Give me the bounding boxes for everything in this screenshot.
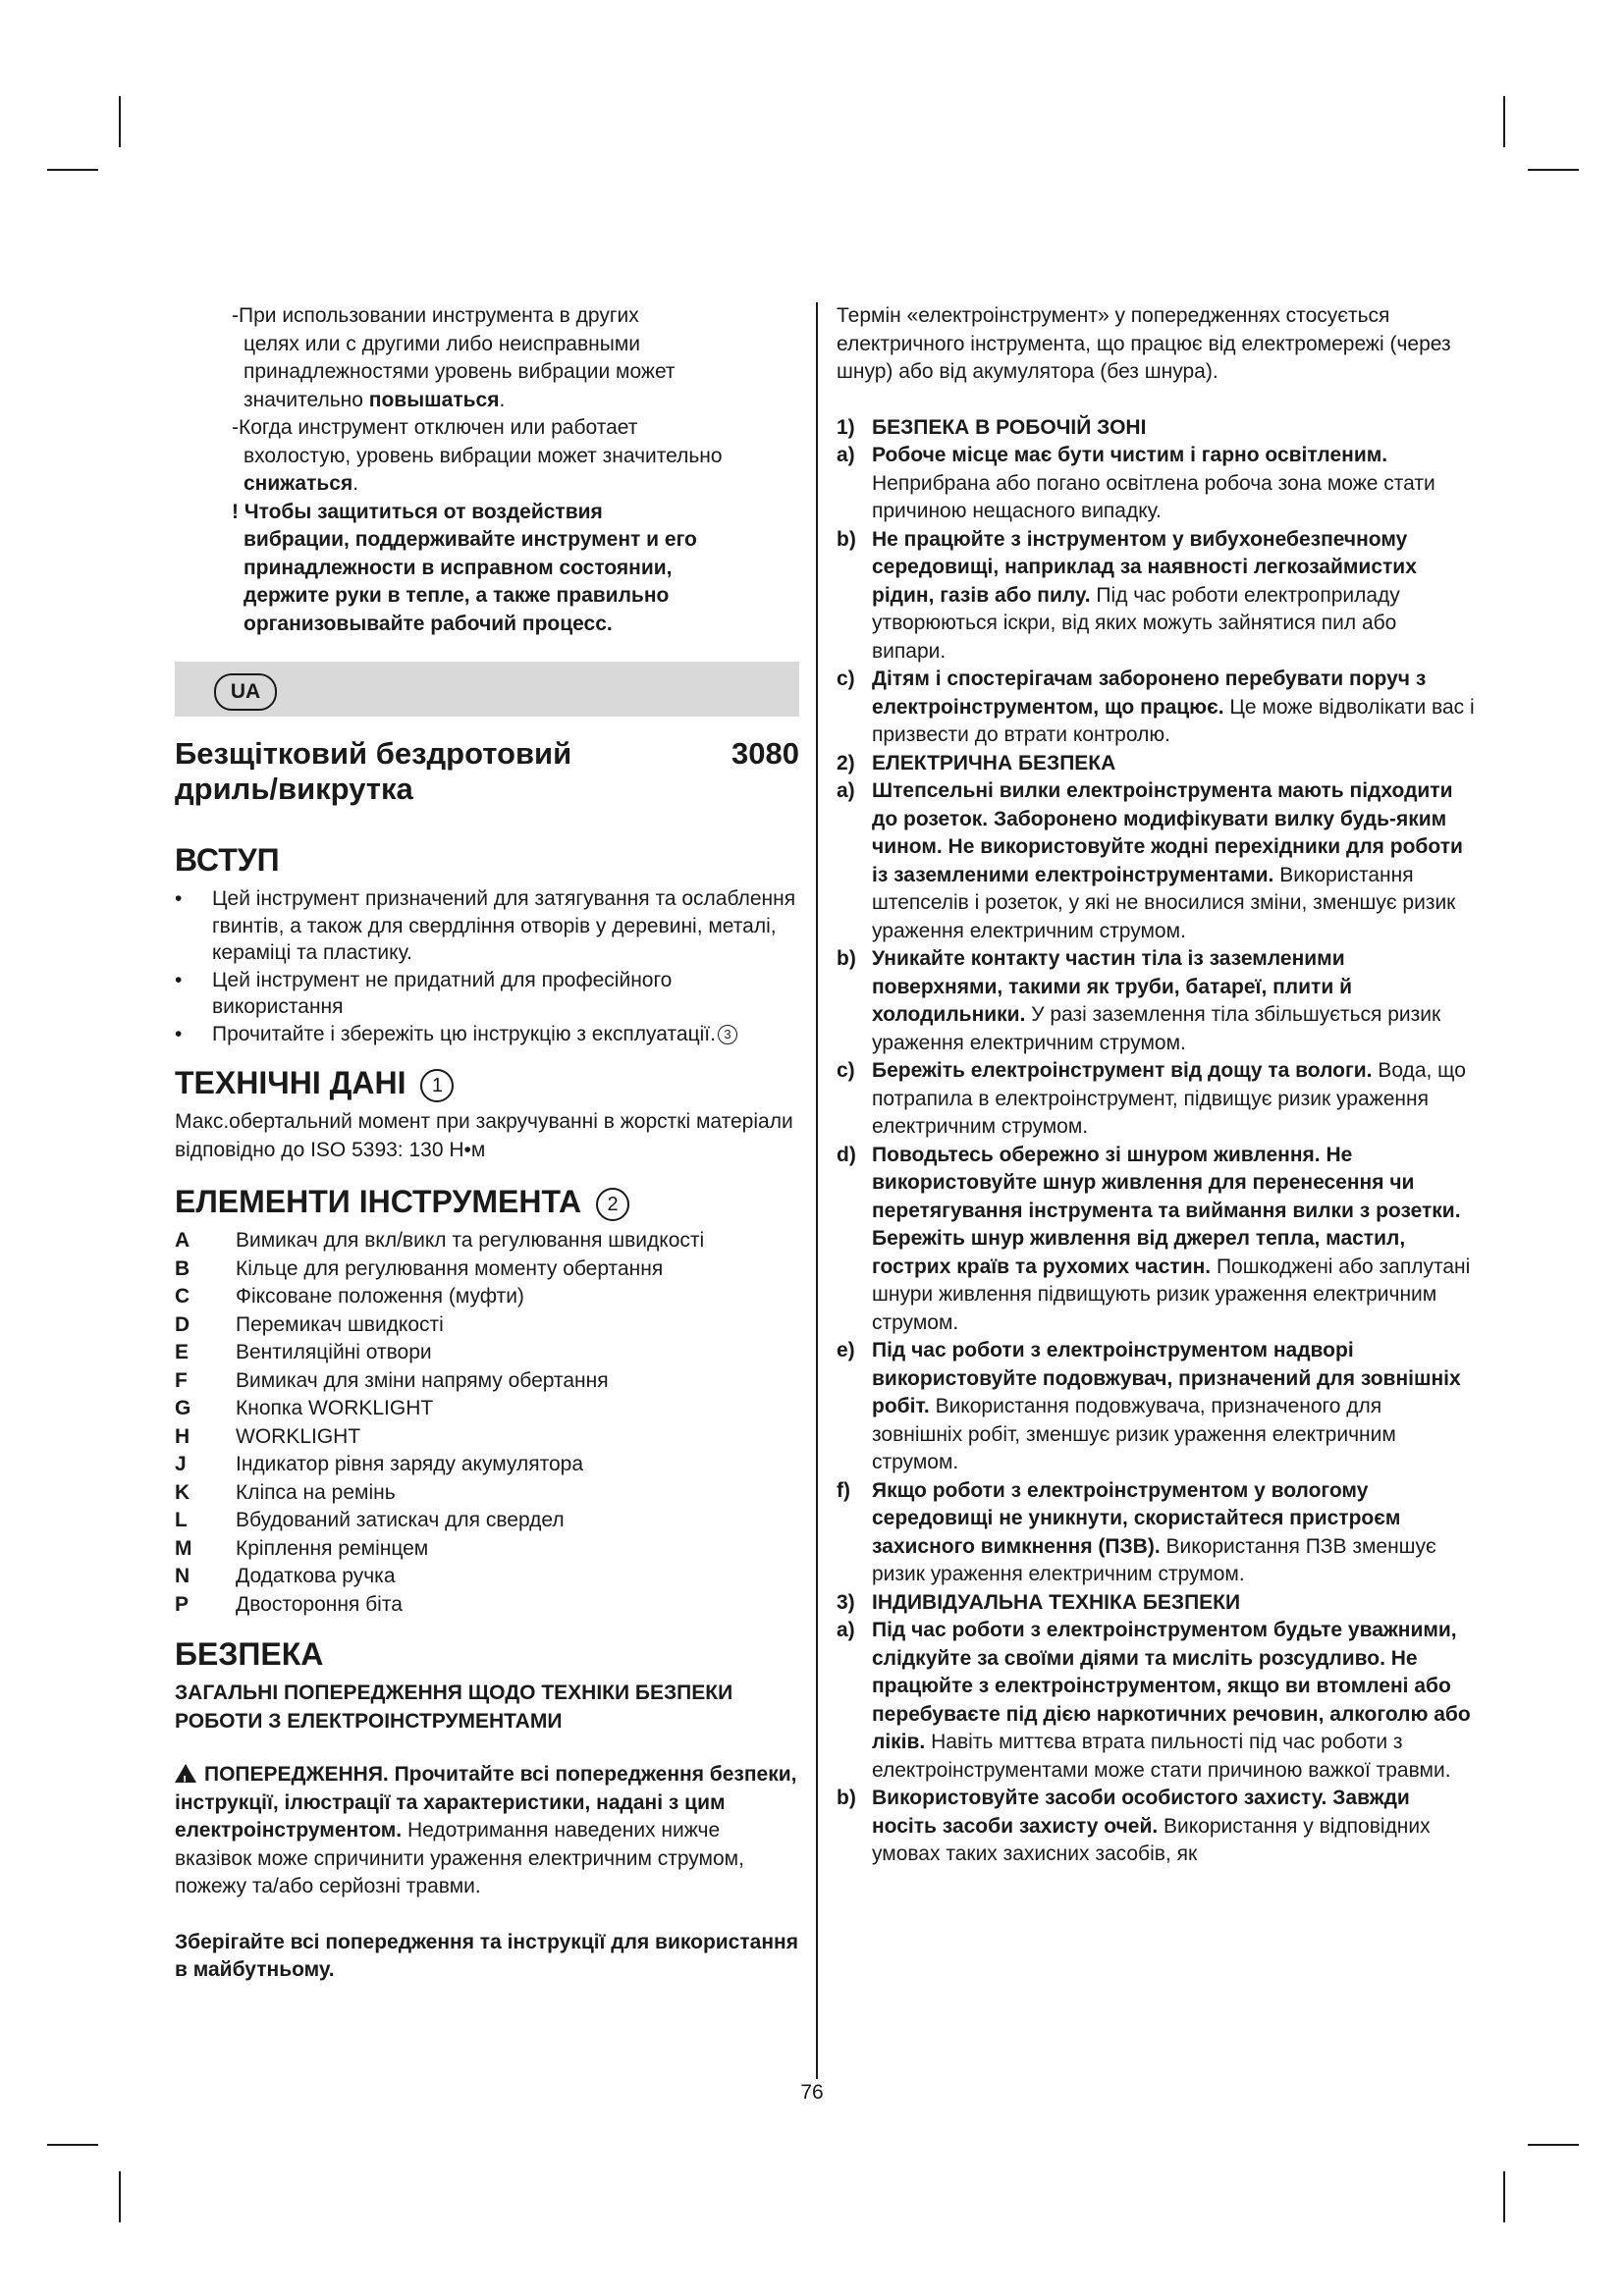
ru-bold-line: ! Чтобы защититься от воздействия [232,500,603,523]
crop-mark [47,169,98,171]
ru-bold-line: держите руки в тепле, а также правильно [244,584,670,607]
safety-item: b) Не працюйте з інструментом у вибухонебезпечному середовищі, наприклад за наявності легкозаймистих рідин, газів або пилу. Під час роботи електроприладу утворюються іскри, від яких можуть зайнятися пил або випари. [837,527,1417,663]
ru-line: целях или с другими либо неисправными [244,332,640,355]
language-bar [175,662,799,717]
intro-heading: ВСТУП [175,842,280,878]
intro-bullet: • Цей інструмент не придатний для професійного використання [175,967,799,1021]
model-number: 3080 [731,736,799,771]
element-row: M Кріплення ремінцем [175,1536,429,1560]
safety-heading: БЕЗПЕКА [175,1636,324,1672]
ru-line: значительно повышаться. [244,388,506,411]
crop-mark [1528,169,1579,171]
safety-item: d) Поводьтесь обережно зі шнуром живлення. Не використовуйте шнур живлення для перенесення чи перетягування інструмента та виймання вилки з розетки. Бережіть шнур живлення від джерел тепла, мастил, гострих країв та рухомих частин. Пошкоджені або заплутані шнури живлення підвищують ризик ураження електричним струмом. [837,1143,1471,1334]
ru-line: -При использовании инструмента в других [232,304,639,327]
left-column [175,302,799,2005]
crop-mark [1528,2144,1579,2146]
column-divider [816,302,818,2079]
language-badge: UA [214,673,277,711]
crop-mark [119,96,121,147]
element-row: A Вимикач для вкл/викл та регулювання швидкості [175,1229,705,1252]
page-number: 76 [800,2081,824,2104]
figure-ref: 2 [596,1188,629,1221]
safety-subheading: ЗАГАЛЬНІ ПОПЕРЕДЖЕННЯ ЩОДО ТЕХНІКИ БЕЗПЕКИ РОБОТИ З ЕЛЕКТРОІНСТРУМЕНТАМИ [175,1682,733,1733]
tech-data-heading: ТЕХНІЧНІ ДАНІ 1 [175,1063,799,1102]
crop-mark [119,2171,121,2222]
element-row: N Додаткова ручка [175,1565,396,1587]
power-tool-definition: Термін «електроінструмент» у попередженнях стосується електричного інструмента, що працює від електромережі (через шнур) або від акумулятора (без шнура). [837,304,1451,383]
safety-item: c) Дітям і спостерігачам заборонено перебувати поруч з електроінструментом, що працює. Це може відволікати вас і призвести до втрати контролю. [837,667,1475,746]
warning-icon [175,1764,196,1783]
intro-bullet: • Прочитайте і збережіть цю інструкцію з експлуатації. 3 [175,1021,799,1048]
ru-bold-line: принадлежности в исправном состоянии, [244,556,673,579]
element-row: C Фіксоване положення (муфти) [175,1285,524,1308]
safety-item: a) Штепсельні вилки електроінструмента мають підходити до розеток. Заборонено модифікувати вилку будь-яким чином. Не використовуйте жодні перехідники для роботи із заземленими електроінструментами. Використання штепселів і розеток, у які не вносилися зміни, зменшує ризик ураження електричним струмом. [837,779,1463,942]
element-row: F Вимикач для зміни напряму обертання [175,1368,609,1392]
element-row: P Двостороння біта [175,1592,403,1616]
intro-bullets [175,885,799,1047]
ru-line: принадлежностями уровень вибрации может [244,360,676,383]
safety-item: e) Під час роботи з електроінструментом надворі використовуйте подовжувач, призначений для зовнішніх робіт. Використання подовжувача, призначеного для зовнішніх робіт, зменшує ризик ураження електричним струмом. [837,1339,1461,1473]
ru-line: -Когда инструмент отключен или работает [232,416,638,439]
crop-mark [47,2144,98,2146]
intro-bullet: • Цей інструмент призначений для затягування та ослаблення гвинтів, а також для свердління отворів у деревині, металі, кераміці та пластику. [175,885,799,967]
element-row: L Вбудований затискач для свердел [175,1509,565,1531]
safety-item: b) Уникайте контакту частин тіла із заземленими поверхнями, такими як труби, батареї, плити й холодильники. У разі заземлення тіла збільшується ризик ураження електричним струмом. [837,947,1441,1054]
element-row: J Індикатор рівня заряду акумулятора [175,1453,583,1475]
figure-ref: 3 [718,1025,737,1044]
elements-heading: ЕЛЕМЕНТИ ІНСТРУМЕНТА 2 [175,1182,799,1221]
safety-item: a) Під час роботи з електроінструментом будьте уважними, слідкуйте за своїми діями та мисліть розсудливо. Не працюйте з електроінструментом, якщо ви втомлені або перебуваєте під дією наркотичних речовин, алкоголю або ліків. Навіть миттєва втрата пильності під час роботи з електроінструментами може стати причиною важкої травми. [837,1619,1471,1782]
figure-ref: 1 [420,1069,454,1102]
ru-line: вхолостую, уровень вибрации может значительно [244,444,723,467]
russian-vibration-note [175,302,799,638]
safety-item: c) Бережіть електроінструмент від дощу та вологи. Вода, що потрапила в електроінструмент, підвищує ризик ураження електричним струмом. [837,1059,1466,1138]
crop-mark [1503,96,1505,147]
product-title-row [175,736,799,807]
ru-bold-line: вибрации, поддерживайте инструмент и его [244,528,697,551]
safety-item: f) Якщо роботи з електроінструментом у вологому середовищі не уникнути, скористайтеся пристроєм захисного вимкнення (ПЗВ). Використання ПЗВ зменшує ризик ураження електричним струмом. [837,1478,1436,1585]
elements-list [175,1227,799,1619]
safety-item: a) Робоче місце має бути чистим і гарно освітленим. Неприбрана або погано освітлена робоча зона може стати причиною нещасного випадку. [837,444,1435,522]
right-column [837,302,1475,1869]
keep-instructions: Зберігайте всі попередження та інструкції для використання в майбутньому. [175,1930,798,1981]
element-row: B Кільце для регулювання моменту обертання [175,1256,664,1280]
element-row: E Вентиляційні отвори [175,1341,432,1363]
section-electrical: 2) ЕЛЕКТРИЧНА БЕЗПЕКА [837,751,1116,774]
section-work-area: 1) БЕЗПЕКА В РОБОЧІЙ ЗОНІ [837,415,1147,439]
element-row: D Перемикач швидкості [175,1312,444,1336]
ru-bold-line: организовывайте рабочий процесс. [244,612,613,635]
element-row: G Кнопка WORKLIGHT [175,1397,434,1419]
warning-paragraph: !ПОПЕРЕДЖЕННЯ. Прочитайте всі попередження безпеки, інструкції, ілюстрації та характеристики, надані з цим електроінструментом. Недотримання наведених нижче вказівок може спричинити ураження електричним струмом, пожежу та/або серйозні травми. [175,1761,799,1901]
crop-mark [1503,2171,1505,2222]
element-row: H WORKLIGHT [175,1424,361,1448]
ru-line: снижаться. [244,472,359,495]
tech-data-text: Макс.обертальний момент при закручуванні в жорсткі матеріали відповідно до ISO 5393: 130 Н•м [175,1110,793,1161]
element-row: K Кліпса на ремінь [175,1480,396,1504]
safety-item: b) Використовуйте засоби особистого захисту. Завжди носіть засоби захисту очей. Використання у відповідних умовах таких захисних засобів, як [837,1787,1431,1865]
section-personal: 3) ІНДИВІДУАЛЬНА ТЕХНІКА БЕЗПЕКИ [837,1590,1241,1614]
product-title: Безщітковий бездротовий дриль/викрутка [175,736,572,806]
